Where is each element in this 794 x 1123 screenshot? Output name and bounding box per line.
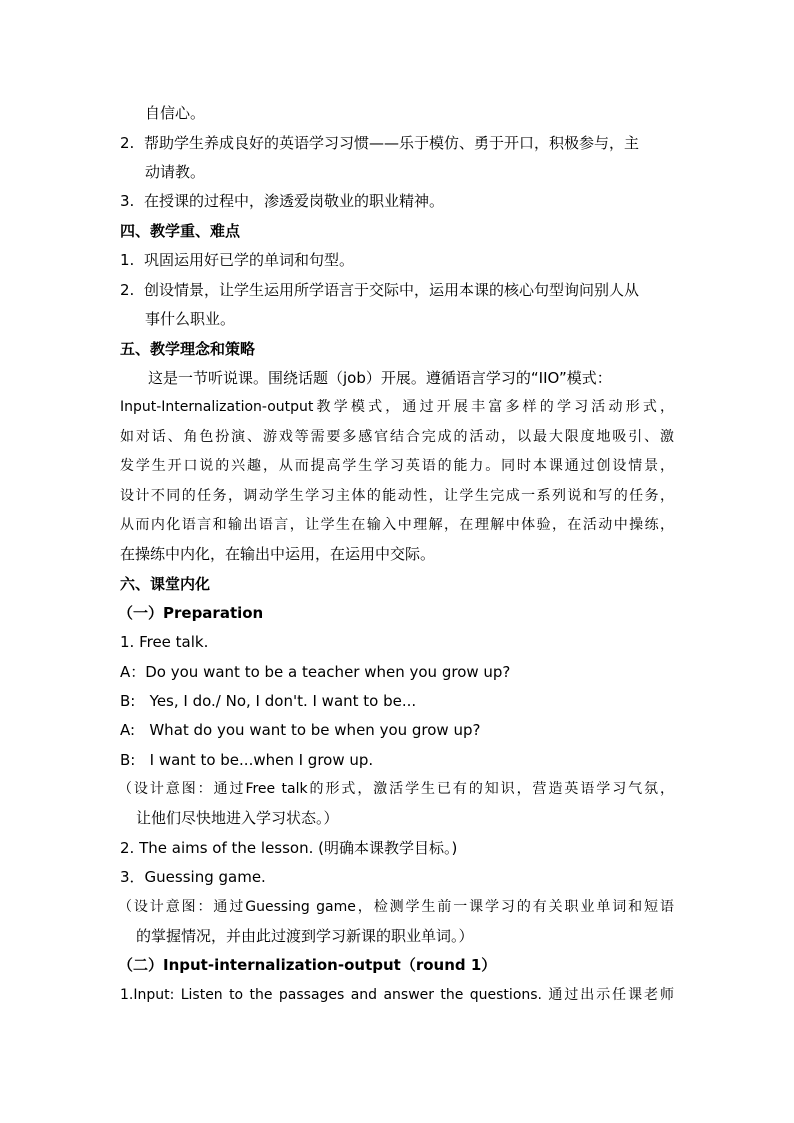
key-point-item-1-number: 1. bbox=[120, 251, 135, 269]
philosophy-paragraph-line-6: 从而内化语言和输出语言，让学生在输入中理解，在理解中体验，在活动中操练， bbox=[120, 517, 674, 533]
internalization-heading: 六、课堂内化 bbox=[120, 575, 211, 593]
goal-item-3-number: 3. bbox=[120, 192, 135, 210]
philosophy-heading: 五、教学理念和策略 bbox=[120, 340, 256, 358]
goal-continuation: 自信心。 bbox=[145, 104, 206, 122]
key-point-item-1-text: 巩固运用好已学的单词和句型。 bbox=[144, 251, 355, 269]
key-point-item-2-number: 2. bbox=[120, 281, 135, 299]
goal-item-2-cont: 动请教。 bbox=[145, 163, 206, 181]
key-point-item-1 bbox=[120, 250, 354, 270]
key-point-item-2 bbox=[120, 280, 639, 300]
philosophy-paragraph-line-1: 这是一节听说课。围绕话题（job）开展。遵循语言学习的“IIO”模式： bbox=[148, 369, 612, 387]
philosophy-paragraph-line-7: 在操练中内化，在输出中运用，在运用中交际。 bbox=[120, 545, 436, 563]
preparation-heading: （一）Preparation bbox=[118, 604, 264, 622]
goal-item-2-number: 2. bbox=[120, 134, 135, 152]
guessing-game-line: 3．Guessing game. bbox=[120, 868, 266, 886]
design-intent-1-line-1: （设计意图：通过Free talk的形式，激活学生已有的知识，营造英语学习气氛， bbox=[118, 781, 674, 797]
key-point-item-2-text: 创设情景，让学生运用所学语言于交际中，运用本课的核心句型询问别人从 bbox=[144, 281, 640, 299]
goal-item-2 bbox=[120, 133, 639, 153]
input-instruction-line: 1.Input: Listen to the passages and answer the questions. 通过出示任课老师 bbox=[120, 987, 674, 1003]
key-point-item-2-cont: 事什么职业。 bbox=[145, 310, 236, 328]
free-talk-line: 1. Free talk. bbox=[120, 633, 209, 651]
aims-line: 2. The aims of the lesson. (明确本课教学目标。) bbox=[120, 839, 458, 857]
goal-item-2-text: 帮助学生养成良好的英语学习习惯——乐于模仿、勇于开口，积极参与，主 bbox=[144, 134, 640, 152]
design-intent-2-line-1: （设计意图：通过Guessing game，检测学生前一课学习的有关职业单词和短语 bbox=[118, 899, 674, 915]
dialogue-line-4: B: I want to be...when I grow up. bbox=[120, 751, 374, 769]
design-intent-2-line-2: 的掌握情况，并由此过渡到学习新课的职业单词。） bbox=[136, 927, 474, 945]
philosophy-paragraph-line-4: 发学生开口说的兴趣，从而提高学生学习英语的能力。同时本课通过创设情景， bbox=[120, 458, 674, 474]
dialogue-line-1: A：Do you want to be a teacher when you grow up? bbox=[120, 663, 511, 681]
iio-round-1-heading: （二）Input-internalization-output（round 1） bbox=[118, 956, 497, 974]
key-points-heading: 四、教学重、难点 bbox=[120, 222, 241, 240]
goal-item-3-text: 在授课的过程中，渗透爱岗敬业的职业精神。 bbox=[144, 192, 445, 210]
dialogue-line-3: A: What do you want to be when you grow up? bbox=[120, 721, 481, 739]
philosophy-paragraph-line-3: 如对话、角色扮演、游戏等需要多感官结合完成的活动，以最大限度地吸引、激 bbox=[120, 429, 674, 445]
dialogue-line-2: B: Yes, I do./ No, I don't. I want to be... bbox=[120, 692, 417, 710]
philosophy-paragraph-line-5: 设计不同的任务，调动学生学习主体的能动性，让学生完成一系列说和写的任务， bbox=[120, 488, 674, 504]
design-intent-1-line-2: 让他们尽快地进入学习状态。） bbox=[136, 809, 339, 827]
goal-item-3 bbox=[120, 191, 444, 211]
philosophy-paragraph-line-2: Input-Internalization-output教学模式，通过开展丰富多样的学习活动形式， bbox=[120, 399, 674, 415]
